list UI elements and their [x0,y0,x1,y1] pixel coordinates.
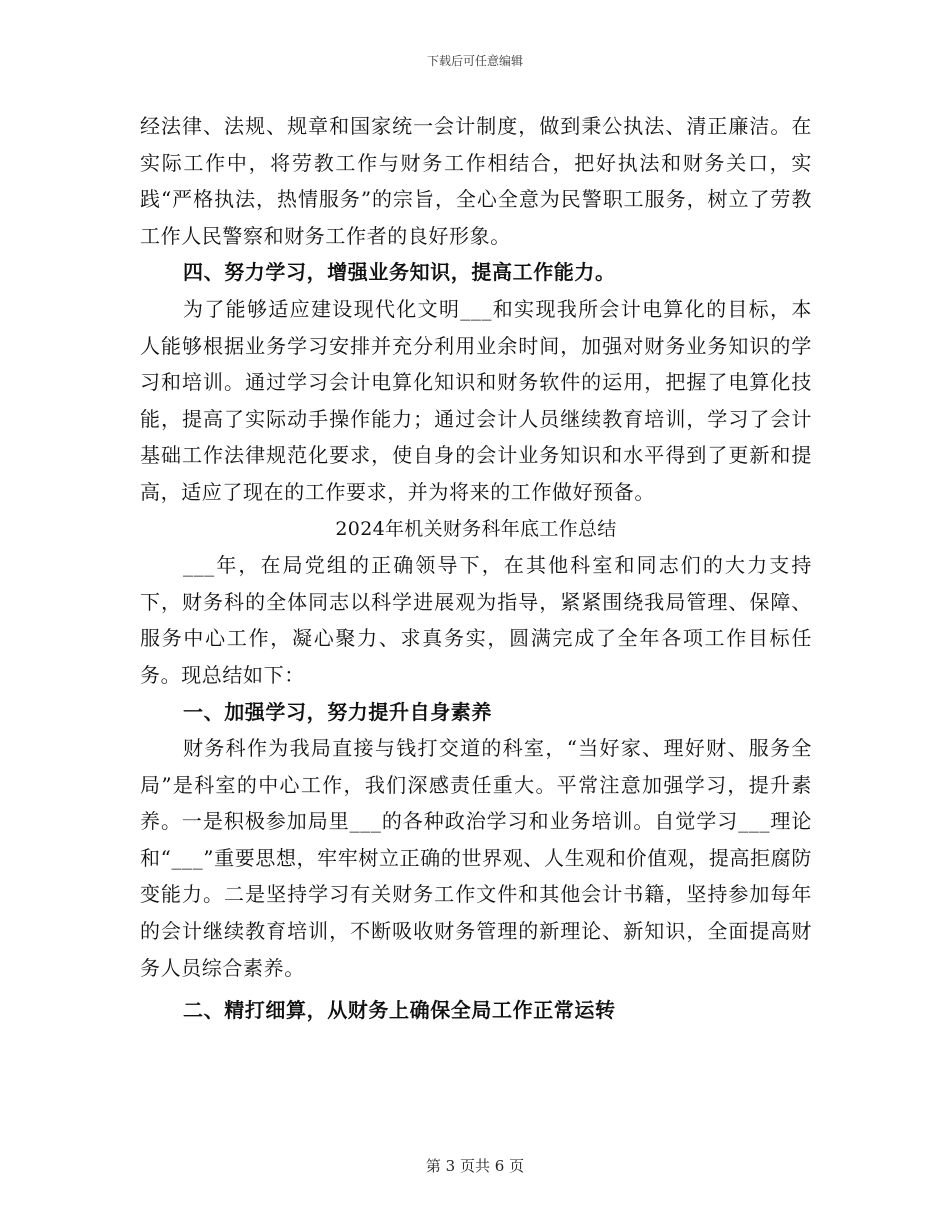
section-heading-2: 二、精打细算，从财务上确保全局工作正常运转 [183,998,616,1023]
page-number: 第 3 页共 6 页 [425,1157,525,1175]
section-heading-4: 四、努力学习，增强业务知识，提高工作能力。 [183,260,616,285]
paragraph-study: 为了能够适应建设现代化文明___和实现我所会计电算化的目标，本人能够根据业务学习安排并充分利用业余时间，加强对财务业务知识的学习和培训。通过学习会计电算化知识和财务软件的运用，把握了电算化技能，提高了实际动手操作能力；通过会计人员继续教育培训，学习了会计基础工作法律规范化要求，使自身的会计业务知识和水平得到了更新和提高，适应了现在的工作要求，并为将来的工作做好预备。 [140,296,812,504]
paragraph-intro: ___年，在局党组的正确领导下，在其他科室和同志们的大力支持下，财务科的全体同志以科学进展观为指导，紧紧围绕我局管理、保障、服务中心工作，凝心聚力、求真务实，圆满完成了全年各项工作目标任务。现总结如下： [140,553,812,687]
paragraph-learning: 财务科作为我局直接与钱打交道的科室，“当好家、理好财、服务全局”是科室的中心工作，我们深感责任重大。平常注意加强学习，提升素养。一是积极参加局里___的各种政治学习和业务培训。自觉学习___理论和“___”重要思想，牢牢树立正确的世界观、人生观和价值观，提高拒腐防变能力。二是坚持学习有关财务工作文件和其他会计书籍，坚持参加每年的会计继续教育培训，不断吸收财务管理的新理论、新知识，全面提高财务人员综合素养。 [140,736,812,980]
document-title: 2024年机关财务科年底工作总结 [335,517,617,540]
page-header-note: 下载后可任意编辑 [426,54,523,68]
document-body [140,108,812,1029]
section-heading-1: 一、加强学习，努力提升自身素养 [183,699,492,724]
paragraph-continuation: 经法律、法规、规章和国家统一会计制度，做到秉公执法、清正廉洁。在实际工作中，将劳教工作与财务工作相结合，把好执法和财务关口，实践“严格执法，热情服务”的宗旨，全心全意为民警职工服务，树立了劳教工作人民警察和财务工作者的良好形象。 [140,114,812,248]
